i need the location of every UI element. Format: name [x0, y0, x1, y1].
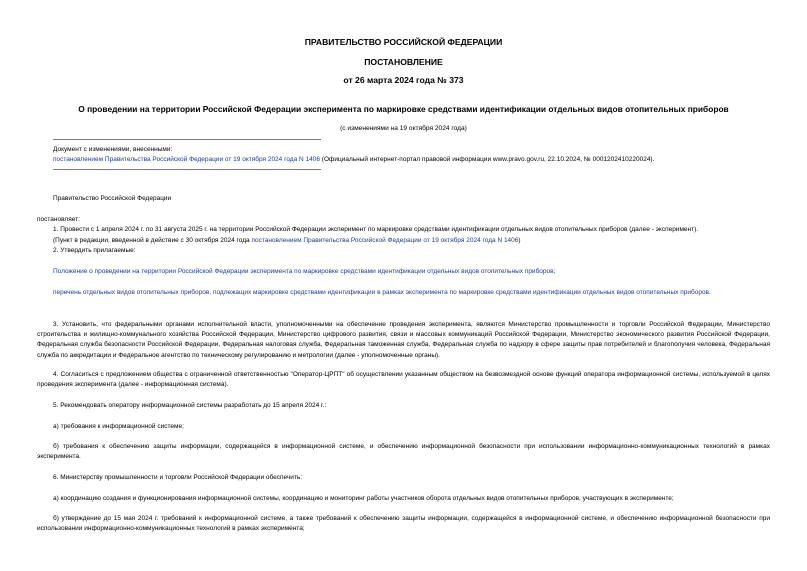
p1-note-text: (Пункт в редакции, введенной в действие с 30 октября 2024 года: [53, 237, 252, 244]
paragraph-2: 2. Утвердить прилагаемые:: [53, 247, 136, 254]
paragraph-6: 6. Министерству промышленности и торговли Российской Федерации обеспечить:: [53, 474, 303, 481]
paragraph-2-item-1: [53, 267, 555, 277]
paragraph-2-item-2: [37, 288, 770, 298]
regulation-link-end: ;: [553, 268, 556, 275]
paragraph-5a: а) требования к информационной системе;: [53, 423, 184, 430]
government-heading: ПРАВИТЕЛЬСТВО РОССИЙСКОЙ ФЕДЕРАЦИИ: [304, 37, 503, 47]
paragraph-5: 5. Рекомендовать оператору информационной системы разработать до 15 апреля 2024 г.:: [53, 402, 327, 409]
paragraph-4: 4. Согласиться с предложением общества с ограниченной ответственностью "Оператор-ЦРПТ" об осуществлении указанным обществом на безвозмездной основе функций оператора информационной системы, используемой в целях проведения эксперимента (далее - информационная система).: [37, 371, 770, 389]
changes-intro: Документ с изменениями, внесенными:: [53, 146, 173, 153]
document-date-number: от 26 марта 2024 года № 373: [343, 75, 464, 85]
paragraph-6b: б) утверждение до 15 мая 2024 г. требований к информационной системе, а также требований к обеспечению защиты информации, содержащейся в информационной системе, и обеспечению информационной безопасности при использовании информационно-коммуникационных технологий в рамках эксперимента;: [37, 515, 770, 533]
changes-link[interactable]: постановлением Правительства Российской Федерации от 19 октября 2024 года N 1406: [53, 156, 320, 163]
authority: Правительство Российской Федерации: [53, 195, 172, 202]
paragraph-6a: а) координацию создания и функционирования информационной системы, координацию и мониторинг работы участников оборота отдельных видов отопительных приборов, участвующих в эксперименте;: [53, 495, 674, 502]
paragraph-5b: б) требования к обеспечению защиты информации, содержащейся в информационной системе, и обеспечению информационной безопасности при использовании информационно-коммуникационных технологий в рамках эксперимента.: [37, 443, 770, 461]
changes-bottom-rule: [53, 169, 321, 170]
list-link[interactable]: перечень отдельных видов отопительных приборов, подлежащих маркировке средствами идентификации в рамках эксперимента по маркировке средствами идентификации отдельных видов отопительных приборов: [53, 289, 709, 296]
edition-note: (с изменениями на 19 октября 2024 года): [340, 125, 467, 132]
resolves: постановляет:: [37, 216, 80, 223]
changes-line: [53, 155, 654, 165]
changes-top-rule: [53, 139, 321, 140]
document-type: ПОСТАНОВЛЕНИЕ: [364, 57, 443, 67]
paragraph-3: 3. Установить, что федеральными органами исполнительной власти, уполномоченными на обеспечение проведения эксперимента, являются Министерство промышленности и торговли Российской Федерации, Министерство строительства и жилищно-коммунального хозяйства Российской Федерации, Министерство цифрового развития, связи и массовых коммуникаций Российской Федерации, Министерство экономического развития Российской Федерации, Федеральная служба безопасности Российской Федерации, Федеральная налоговая служба, Федеральная таможенная служба, Федеральная служба по надзору в сфере защиты прав потребителей и благополучия человека, Федеральная служба по аккредитации и Федеральное агентство по техническому регулированию и метрологии (далее - уполномоченные органы).: [37, 321, 770, 359]
p1-note-link[interactable]: постановлением Правительства Российской Федерации от 19 октября 2024 года N 1406: [251, 237, 519, 244]
regulation-link[interactable]: Положение о проведении на территории Российской Федерации эксперимента по маркировке средствами идентификации отдельных видов отопительных приборов: [53, 268, 554, 275]
document-title: О проведении на территории Российской Федерации эксперимента по маркировке средствами идентификации отдельных видов отопительных приборов: [78, 104, 729, 114]
paragraph-1-note: [53, 236, 521, 246]
changes-source: (Официальный интернет-портал правовой информации www.pravo.gov.ru, 22.10.2024, № 0001202410220024).: [319, 156, 655, 163]
paragraph-1: 1. Провести с 1 апреля 2024 г. по 31 августа 2025 г. на территории Российской Федерации эксперимент по маркировке средствами идентификации отдельных видов отопительных приборов (далее - эксперимент).: [53, 226, 699, 233]
p1-note-end: ): [518, 237, 521, 244]
list-link-end: .: [709, 289, 711, 296]
